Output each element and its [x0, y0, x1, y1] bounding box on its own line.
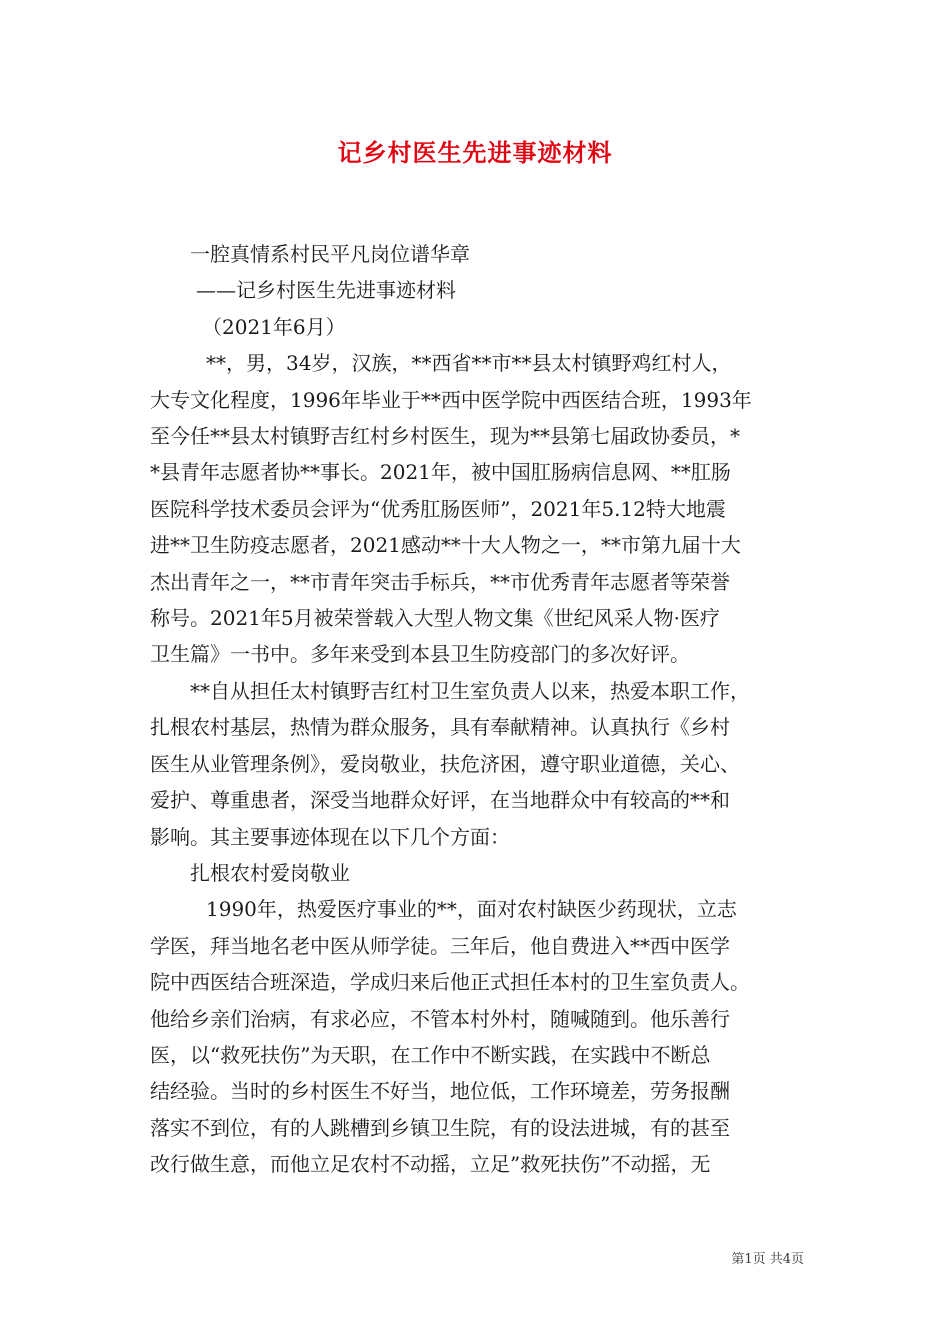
paragraph-line: *县青年志愿者协**事长。2021年，被中国肛肠病信息网、**肛肠 [150, 460, 731, 485]
paragraph-line: 1990年，热爱医疗事业的**，面对农村缺医少药现状，立志 [206, 897, 737, 922]
paragraph-line: 爱护、尊重患者，深受当地群众好评，在当地群众中有较高的**和 [150, 788, 730, 813]
subtitle-line: 一腔真情系村民平凡岗位谱华章 [190, 242, 470, 266]
page-number: 第1页 共4页 [731, 1252, 804, 1267]
paragraph-line: 医生从业管理条例》，爱岗敬业，扶危济困，遵守职业道德，关心、 [150, 751, 740, 776]
document-body [150, 236, 810, 1183]
paragraph-line: 进**卫生防疫志愿者，2021感动**十大人物之一，**市第九届十大 [150, 533, 741, 558]
paragraph-line: 卫生篇》一书中。多年来受到本县卫生防疫部门的多次好评。 [150, 642, 690, 667]
paragraph-line: 大专文化程度，1996年毕业于**西中医学院中西医结合班，1993年 [150, 387, 752, 412]
document-title: 记乡村医生先进事迹材料 [337, 138, 613, 167]
paragraph-line: 称号。2021年5月被荣誉载入大型人物文集《世纪风采人物·医疗 [150, 606, 720, 631]
paragraph-line: 扎根农村基层，热情为群众服务，具有奉献精神。认真执行《乡村 [150, 715, 730, 740]
paragraph-line: 落实不到位，有的人跳槽到乡镇卫生院，有的设法进城，有的甚至 [150, 1115, 730, 1140]
date-line: （2021年6月） [202, 314, 346, 339]
paragraph-line: **，男，34岁，汉族，**西省**市**县太村镇野鸡红村人， [206, 351, 732, 376]
paragraph-line: 至今任**县太村镇野吉红村乡村医生，现为**县第七届政协委员，* [150, 424, 740, 449]
paragraph-line: 他给乡亲们治病，有求必应，不管本村外村，随喊随到。他乐善行 [150, 1006, 730, 1031]
subtitle-line: ——记乡村医生先进事迹材料 [196, 278, 456, 303]
paragraph-line: 结经验。当时的乡村医生不好当，地位低，工作环境差，劳务报酬 [150, 1079, 730, 1104]
paragraph-line: 医，以“救死扶伤”为天职，在工作中不断实践，在实践中不断总 [150, 1042, 711, 1067]
paragraph-line: 杰出青年之一，**市青年突击手标兵，**市优秀青年志愿者等荣誉 [150, 569, 730, 594]
paragraph-line: 医院科学技术委员会评为“优秀肛肠医师”，2021年5.12特大地震 [150, 496, 726, 521]
section-heading: 扎根农村爱岗敬业 [190, 860, 350, 885]
paragraph-line: 学医，拜当地名老中医从师学徒。三年后，他自费进入**西中医学 [150, 933, 730, 958]
paragraph-line: 影响。其主要事迹体现在以下几个方面： [150, 824, 510, 849]
paragraph-line: 改行做生意，而他立足农村不动摇，立足”救死扶伤”不动摇，无 [150, 1152, 711, 1177]
paragraph-line: **自从担任太村镇野吉红村卫生室负责人以来，热爱本职工作， [190, 678, 750, 703]
paragraph-line: 院中西医结合班深造，学成归来后他正式担任本村的卫生室负责人。 [150, 970, 750, 995]
